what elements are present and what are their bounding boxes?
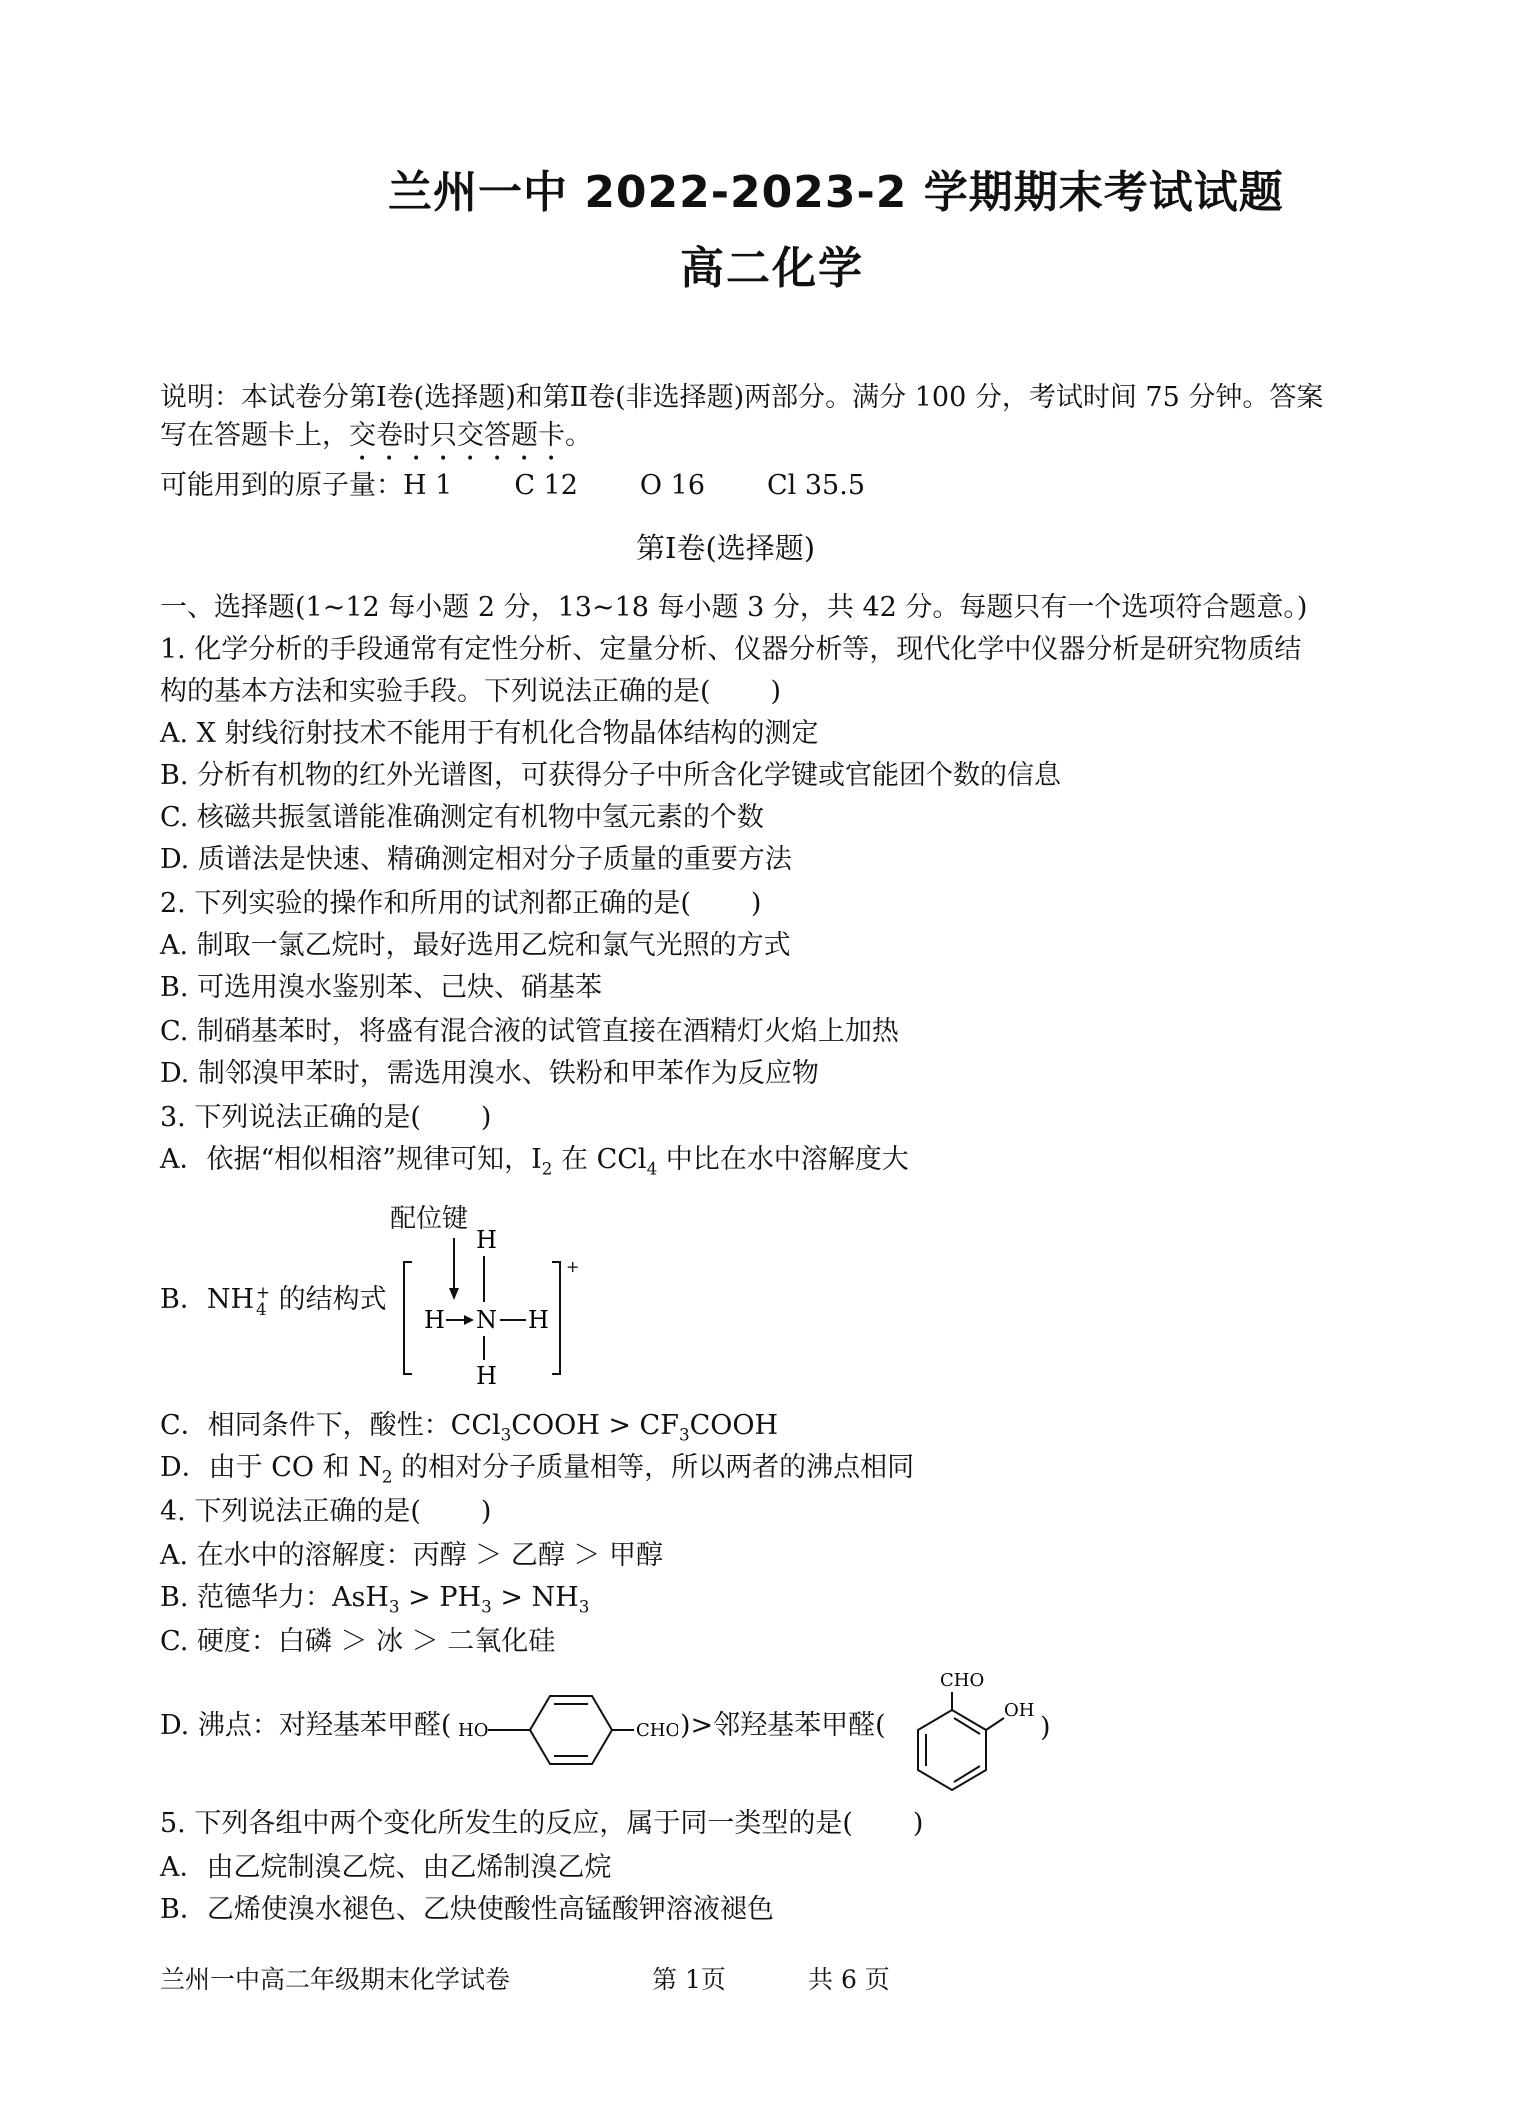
ortho-ring-inner-bottom: [954, 1766, 980, 1782]
q1-option-d: D. 质谱法是快速、精确测定相对分子质量的重要方法: [160, 844, 792, 875]
ortho-hydroxybenzaldehyde-svg: [904, 1660, 1054, 1800]
para-hydroxybenzaldehyde-svg: [458, 1680, 678, 1776]
label-pointer-head: [449, 1288, 459, 1300]
left-bracket: [404, 1262, 412, 1374]
q2-option-a: A. 制取一氯乙烷时，最好选用乙烷和氯气光照的方式: [160, 930, 791, 961]
q3-c-text-2: COOH > CF: [511, 1410, 679, 1441]
instructions-emphasis: 交卷时只交答题卡: [349, 420, 565, 451]
section-instruction: 一、选择题(1~12 每小题 2 分，13~18 每小题 3 分，共 42 分。每题只有一个选项符合题意。): [160, 592, 1308, 623]
q4-option-d-start: D. 沸点：对羟基苯甲醛(: [160, 1710, 452, 1741]
para-hydroxybenzaldehyde-figure: [458, 1680, 678, 1776]
section-title: 第Ⅰ卷(选择题): [636, 531, 816, 565]
q2-option-c: C. 制硝基苯时，将盛有混合液的试管直接在酒精灯火焰上加热: [160, 1016, 899, 1047]
coordinate-bond-label: 配位键: [390, 1204, 469, 1234]
q4-b-text-3: > NH: [491, 1582, 579, 1613]
q3-a-sub-2: 4: [646, 1158, 658, 1179]
q1-stem-line-1: 1. 化学分析的手段通常有定性分析、定量分析、仪器分析等，现代化学中仪器分析是研究物质结: [160, 634, 1302, 665]
q3-c-sub-2: 3: [678, 1424, 690, 1445]
q4-stem: [160, 1494, 491, 1530]
q3-paren-close: ): [480, 1102, 492, 1133]
para-cho-label: CHO: [636, 1720, 678, 1741]
instructions-line-1: 说明：本试卷分第Ⅰ卷(选择题)和第Ⅱ卷(非选择题)两部分。满分 100 分，考试时间 75 分钟。答案: [160, 382, 1324, 413]
q2-option-d: D. 制邻溴甲苯时，需选用溴水、铁粉和甲苯作为反应物: [160, 1058, 819, 1089]
atom-h-left: H: [424, 1306, 445, 1334]
footer-title: 兰州一中高二年级期末化学试卷: [160, 1965, 511, 1994]
q4-option-d-end: ): [1040, 1712, 1051, 1743]
q4-option-c: C. 硬度：白磷 ＞ 冰 ＞ 二氧化硅: [160, 1626, 556, 1657]
q4-stem-text: 4. 下列说法正确的是(: [160, 1496, 421, 1527]
q3-option-d: [160, 1450, 914, 1494]
q3-b-sup: +: [256, 1281, 271, 1302]
instructions-suffix: 。: [565, 420, 592, 451]
q3-d-text-2: 的相对分子质量相等，所以两者的沸点相同: [392, 1452, 915, 1483]
q4-b-sub-1: 3: [388, 1596, 400, 1617]
atom-h-bottom: H: [476, 1362, 497, 1388]
q3-stem-text: 3. 下列说法正确的是(: [160, 1102, 421, 1133]
atom-h-right: H: [528, 1306, 549, 1334]
q3-d-sub: 2: [381, 1466, 393, 1487]
q1-stem-text: 构的基本方法和实验手段。下列说法正确的是(: [160, 676, 711, 707]
q2-stem-text: 2. 下列实验的操作和所用的试剂都正确的是(: [160, 888, 691, 919]
ammonium-structure-figure: [390, 1198, 610, 1388]
atom-h-top: H: [476, 1226, 497, 1254]
ortho-hydroxybenzaldehyde-figure: [904, 1660, 1054, 1800]
q2-paren-close: ): [750, 888, 762, 919]
instructions-prefix: 写在答题卡上，: [160, 420, 349, 451]
ortho-ring: [918, 1710, 986, 1790]
q4-b-text-1: B. 范德华力：AsH: [160, 1582, 389, 1613]
q1-option-c: C. 核磁共振氢谱能准确测定有机物中氢元素的个数: [160, 802, 764, 833]
right-bracket: [552, 1262, 560, 1374]
q3-a-text-2: 在 CCl: [552, 1144, 647, 1175]
instructions-line-2: [160, 418, 592, 467]
atomic-mass-h: H 1: [403, 470, 453, 501]
q5-option-b: B．乙烯使溴水褪色、乙炔使酸性高锰酸钾溶液褪色: [160, 1894, 774, 1925]
q3-d-text-1: D．由于 CO 和 N: [160, 1452, 382, 1483]
q3-b-text-1: B．NH: [160, 1284, 255, 1315]
q4-b-text-2: > PH: [399, 1582, 482, 1613]
q4-b-sub-3: 3: [578, 1596, 590, 1617]
atomic-mass-line: [160, 468, 865, 504]
charge-plus: +: [566, 1257, 580, 1276]
q1-paren-close: ): [770, 676, 782, 707]
q3-b-text-2: 的结构式: [270, 1284, 387, 1315]
q3-option-b: [160, 1282, 387, 1318]
q3-option-c: [160, 1408, 778, 1452]
q3-c-text-1: C．相同条件下，酸性：CCl: [160, 1410, 501, 1441]
q4-option-b: [160, 1580, 589, 1624]
q1-option-a: A. X 射线衍射技术不能用于有机化合物晶体结构的测定: [160, 718, 819, 749]
coordinate-bond-arrowhead: [464, 1315, 474, 1325]
exam-title: 兰州一中 2022-2023-2 学期期末考试试题: [388, 167, 1284, 218]
q3-stem: [160, 1100, 491, 1136]
q5-paren-close: ): [912, 1808, 924, 1839]
q1-option-b: B. 分析有机物的红外光谱图，可获得分子中所含化学键或官能团个数的信息: [160, 760, 1062, 791]
q3-a-sub-1: 2: [541, 1158, 553, 1179]
atom-n: N: [476, 1306, 497, 1334]
atomic-mass-o: O 16: [639, 470, 705, 501]
q5-stem: [160, 1806, 923, 1842]
q5-option-a: A．由乙烷制溴乙烷、由乙烯制溴乙烷: [160, 1852, 612, 1883]
q1-stem-line-2: [160, 674, 781, 710]
atomic-mass-label: 可能用到的原子量：: [160, 470, 403, 501]
ammonium-structure-svg: [390, 1198, 610, 1388]
q4-option-d-mid: )>邻羟基苯甲醛(: [680, 1710, 886, 1741]
q3-b-sub: 4: [256, 1298, 267, 1319]
footer-page-number: 第 1页: [652, 1965, 726, 1994]
atomic-mass-cl: Cl 35.5: [767, 470, 865, 501]
footer-total-pages: 共 6 页: [808, 1965, 890, 1994]
q2-option-b: B. 可选用溴水鉴别苯、己炔、硝基苯: [160, 972, 603, 1003]
ortho-oh-label: OH: [1004, 1700, 1035, 1721]
q2-stem: [160, 886, 761, 922]
q5-stem-text: 5. 下列各组中两个变化所发生的反应，属于同一类型的是(: [160, 1808, 853, 1839]
ortho-cho-label: CHO: [940, 1670, 985, 1691]
q3-c-sub-1: 3: [500, 1424, 512, 1445]
para-ho-label: HO: [458, 1720, 489, 1741]
q4-option-a: A. 在水中的溶解度：丙醇 ＞ 乙醇 ＞ 甲醇: [160, 1540, 663, 1571]
q3-a-text-1: A．依据“相似相溶”规律可知，I: [160, 1144, 542, 1175]
atomic-mass-c: C 12: [514, 470, 578, 501]
q3-a-text-3: 中比在水中溶解度大: [657, 1144, 909, 1175]
exam-subject: 高二化学: [680, 243, 864, 294]
q3-c-text-3: COOH: [689, 1410, 779, 1441]
ortho-ring-inner-top: [954, 1718, 980, 1734]
q4-b-sub-2: 3: [481, 1596, 492, 1617]
ortho-bond-right: [986, 1718, 1004, 1730]
q4-paren-close: ): [480, 1496, 492, 1527]
para-ring: [530, 1696, 612, 1764]
q3-option-a: [160, 1142, 909, 1186]
